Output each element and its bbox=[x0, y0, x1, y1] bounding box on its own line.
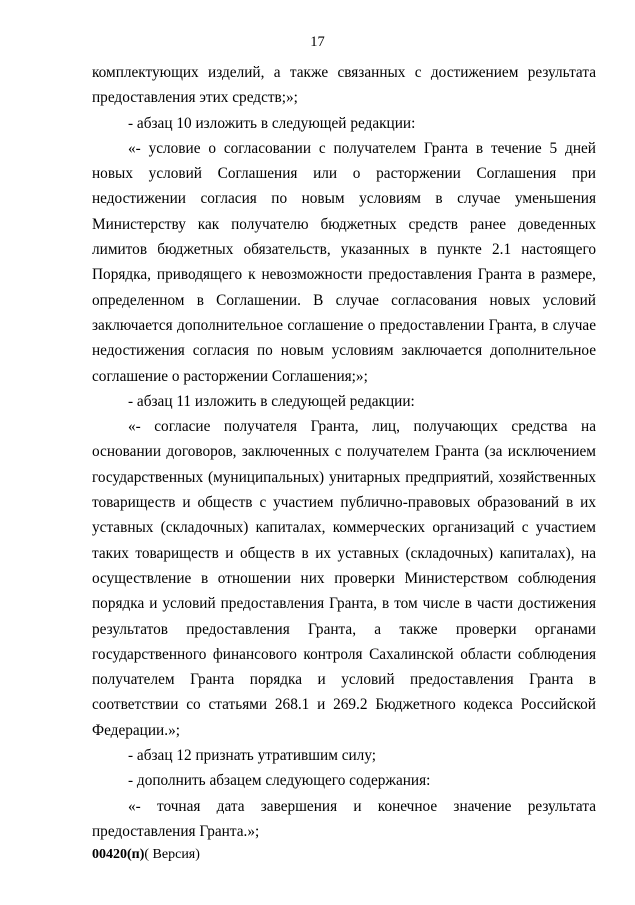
paragraph-quote-new: «- точная дата завершения и конечное значение результата предоставления Гранта.»; bbox=[92, 797, 596, 840]
paragraph-quote-abzac-10: «- условие о согласовании с получателем Гранта в течение 5 дней новых условий Соглашения или о расторжении Соглашения при недостижении согласия по новым условиям в случае уменьшения Министерству как получателю бюджетных средств ранее доведенных лимитов бюджетных обязательств, указанных в пункте 2.1 настоящего Порядка, приводящего к невозможности предоставления Гранта в размере, определенном в Соглашении. В случае согласования новых условий заключается дополнительное соглашение о предоставлении Гранта, в случае недостижения согласия по новым условиям заключается дополнительное соглашение о расторжении Соглашения;»; bbox=[92, 139, 596, 385]
footer-version bbox=[92, 847, 200, 863]
paragraph-instruction-add: - дополнить абзацем следующего содержания: bbox=[128, 772, 431, 790]
paragraph-continuation: комплектующих изделий, а также связанных с достижением результата предоставления этих средств;»; bbox=[92, 64, 596, 107]
page-number: 17 bbox=[310, 34, 325, 50]
footer-code: 00420(п) bbox=[92, 847, 145, 862]
paragraph-instruction-abzac-12: - абзац 12 признать утратившим силу; bbox=[128, 747, 377, 765]
document-body bbox=[92, 60, 596, 844]
paragraph-quote-abzac-11: «- согласие получателя Гранта, лиц, получающих средства на основании договоров, заключенных с получателем Гранта (за исключением государственных (муниципальных) унитарных предприятий, хозяйственных товариществ и обществ с участием публично-правовых образований в их уставных (складочных) капиталах, коммерческих организаций с участием таких товариществ и обществ в их уставных (складочных) капиталах), на осуществление в отношении них проверки Министерством соблюдения порядка и условий предоставления Гранта, в том числе в части достижения результатов предоставления Гранта, а также проверки органами государственного финансового контроля Сахалинской области соблюдения получателем Гранта порядка и условий предоставления Гранта в соответствии со статьями 268.1 и 269.2 Бюджетного кодекса Российской Федерации.»; bbox=[92, 418, 596, 739]
paragraph-instruction-abzac-10: - абзац 10 изложить в следующей редакции: bbox=[128, 114, 416, 132]
footer-version-label: ( Версия) bbox=[144, 847, 200, 862]
paragraph-instruction-abzac-11: - абзац 11 изложить в следующей редакции: bbox=[128, 392, 415, 410]
